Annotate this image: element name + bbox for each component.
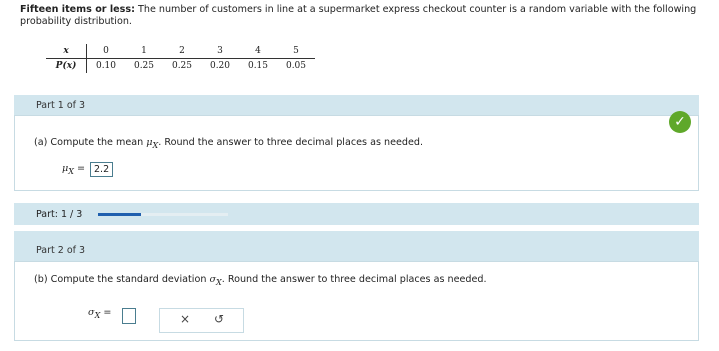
part1-question: (a) Compute the mean $\mu_X$. Round the answer to three decimal places as needed. — [34, 137, 424, 150]
part1-header — [14, 95, 699, 115]
progress-bar — [98, 213, 228, 216]
part2-question: (b) Compute the standard deviation $\sigma_X$. Round the answer to three decimal places as needed. — [34, 274, 487, 287]
table-row-x — [46, 44, 315, 59]
table-cell: 1 — [125, 44, 163, 59]
progress-bar-fill — [98, 213, 141, 216]
sigma-symbol: σ — [209, 274, 217, 285]
table-header-p: P(x) — [46, 59, 87, 74]
problem-title: Fifteen items or less: — [20, 4, 135, 15]
problem-statement — [20, 4, 710, 28]
table-cell: 5 — [277, 44, 315, 59]
table-cell: 0.25 — [171, 61, 193, 71]
part2-header — [14, 231, 699, 261]
part1-body — [14, 115, 699, 191]
probability-table — [46, 44, 315, 73]
mean-answer-field[interactable]: 2.2 — [90, 162, 113, 177]
table-cell: 0.15 — [247, 61, 269, 71]
mu-symbol: μ — [146, 137, 153, 148]
part2-answer-row: $\sigma_X$ = — [88, 307, 112, 320]
table-header-x: x — [46, 44, 87, 59]
table-cell: 0.05 — [285, 61, 307, 71]
table-cell: 0.20 — [209, 61, 231, 71]
problem-text: The number of customers in line at a supermarket express checkout counter is a random variable with the following probability distribution. — [20, 4, 697, 27]
undo-button[interactable]: ↺ — [214, 312, 225, 326]
progress-label: Part: 1 / 3 — [36, 209, 83, 220]
table-cell: 3 — [201, 44, 239, 59]
answer-tools — [159, 308, 244, 333]
table-cell: 4 — [239, 44, 277, 59]
part1-answer-row: $\mu_X$ = — [62, 163, 86, 176]
part2-header-label: Part 2 of 3 — [36, 245, 86, 256]
table-row-p — [46, 59, 315, 74]
table-cell: 0.25 — [133, 61, 155, 71]
part1-header-label: Part 1 of 3 — [36, 100, 86, 111]
check-icon: ✓ — [669, 111, 691, 133]
table-cell: 0.10 — [95, 61, 117, 71]
table-cell: 2 — [163, 44, 201, 59]
clear-button[interactable]: × — [180, 312, 191, 326]
table-cell: 0 — [87, 44, 126, 59]
std-dev-answer-field[interactable] — [122, 308, 136, 324]
part2-body — [14, 261, 699, 341]
